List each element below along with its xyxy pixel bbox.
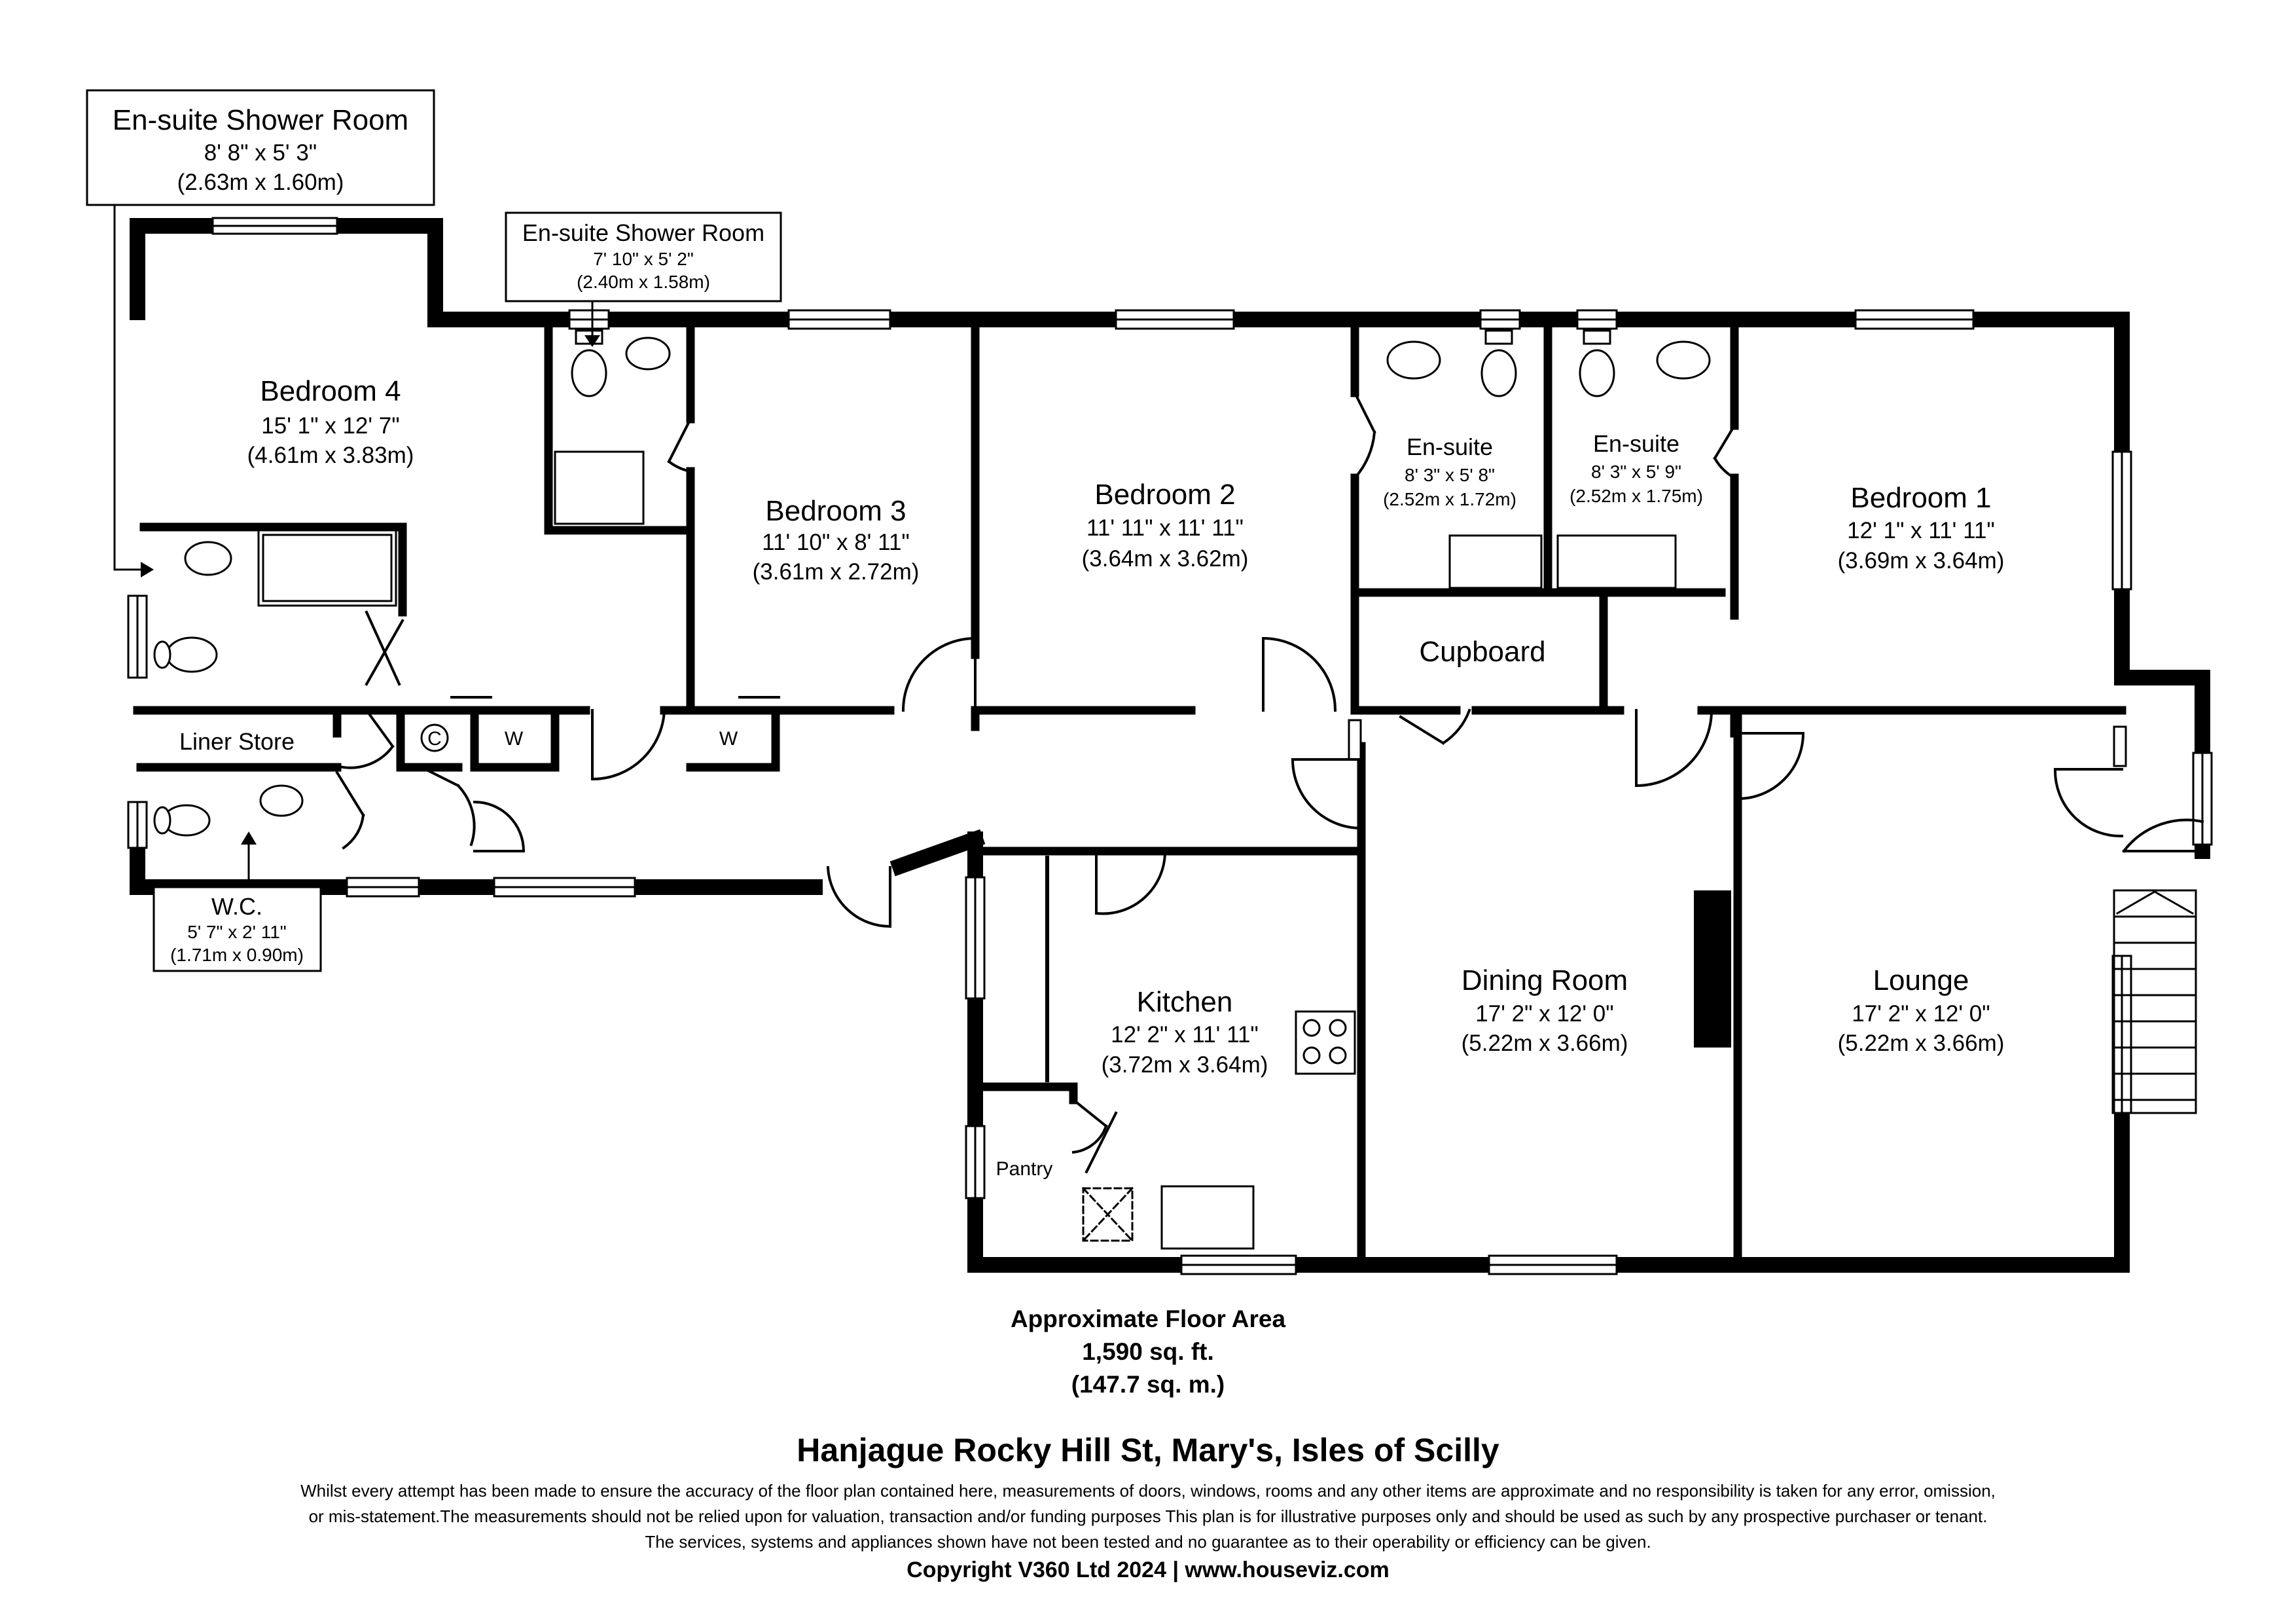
callout-metric-ensuite-shower-2: (2.40m x 1.58m) xyxy=(577,272,710,292)
floor-area-sqft: 1,590 sq. ft. xyxy=(1082,1338,1214,1365)
wardrobe-marker: W xyxy=(504,728,524,750)
arrow-marker xyxy=(141,562,154,577)
room-metric-bedroom-4: (4.61m x 3.83m) xyxy=(247,443,414,468)
interior-walls xyxy=(137,319,2122,1265)
room-metric-ensuite-a: (2.52m x 1.72m) xyxy=(1383,489,1516,509)
room-imperial-ensuite-b: 8' 3" x 5' 9" xyxy=(1591,462,1681,482)
callout-name-wc: W.C. xyxy=(211,893,262,920)
property-address: Hanjague Rocky Hill St, Mary's, Isles of Scilly xyxy=(797,1432,1499,1468)
room-metric-bedroom-3: (3.61m x 2.72m) xyxy=(752,559,920,585)
room-imperial-ensuite-a: 8' 3" x 5' 8" xyxy=(1405,465,1495,485)
wardrobe-marker: W xyxy=(719,728,738,750)
callout-imperial-ensuite-shower-1: 8' 8" x 5' 3" xyxy=(204,140,317,166)
room-name-liner-store: Liner Store xyxy=(179,728,295,755)
room-metric-dining: (5.22m x 3.66m) xyxy=(1461,1030,1628,1056)
exterior-walls xyxy=(137,226,2202,1265)
callout-name-ensuite-shower-2: En-suite Shower Room xyxy=(522,219,765,246)
room-metric-bedroom-1: (3.69m x 3.64m) xyxy=(1837,548,2005,574)
room-name-bedroom-4: Bedroom 4 xyxy=(260,375,401,407)
room-imperial-bedroom-4: 15' 1" x 12' 7" xyxy=(261,413,400,439)
room-name-kitchen: Kitchen xyxy=(1136,986,1233,1018)
room-imperial-lounge: 17' 2" x 12' 0" xyxy=(1852,1001,1990,1027)
room-imperial-kitchen: 12' 2" x 11' 11" xyxy=(1111,1022,1259,1048)
floor-area-sqm: (147.7 sq. m.) xyxy=(1071,1371,1225,1398)
floor-area-label: Approximate Floor Area xyxy=(1010,1305,1286,1332)
disclaimer-line: The services, systems and appliances shown have not been tested and no guarantee as to their operability or efficiency can be given. xyxy=(645,1532,1651,1552)
room-name-cupboard: Cupboard xyxy=(1419,636,1546,668)
room-imperial-bedroom-2: 11' 11" x 11' 11" xyxy=(1086,515,1244,541)
arrow-marker xyxy=(241,831,257,845)
disclaimer-line: or mis-statement.The measurements should not be relied upon for valuation, transaction and/or funding purposes This plan is for illustrative purposes only and should be used as such by any prospective purchaser or tenant. xyxy=(308,1506,1988,1526)
room-name-ensuite-a: En-suite xyxy=(1406,433,1494,460)
room-imperial-bedroom-3: 11' 10" x 8' 11" xyxy=(762,530,910,555)
callout-imperial-wc: 5' 7" x 2' 11" xyxy=(187,922,287,942)
footer xyxy=(0,1303,2296,1585)
callout-imperial-ensuite-shower-2: 7' 10" x 5' 2" xyxy=(593,249,694,269)
callout-metric-ensuite-shower-1: (2.63m x 1.60m) xyxy=(177,170,344,195)
callout-name-ensuite-shower-1: En-suite Shower Room xyxy=(112,104,409,136)
room-metric-ensuite-b: (2.52m x 1.75m) xyxy=(1570,486,1703,506)
room-name-bedroom-1: Bedroom 1 xyxy=(1850,482,1992,514)
room-metric-lounge: (5.22m x 3.66m) xyxy=(1837,1030,2005,1056)
room-imperial-dining: 17' 2" x 12' 0" xyxy=(1475,1001,1614,1027)
chimney-breast xyxy=(1694,890,1731,1048)
cylinder-marker: C xyxy=(427,728,442,750)
room-name-bedroom-3: Bedroom 3 xyxy=(765,495,906,527)
room-name-bedroom-2: Bedroom 2 xyxy=(1094,479,1236,511)
room-name-dining: Dining Room xyxy=(1461,964,1628,996)
room-name-pantry: Pantry xyxy=(996,1158,1053,1180)
room-metric-kitchen: (3.72m x 3.64m) xyxy=(1101,1052,1268,1078)
copyright: Copyright V360 Ltd 2024 | www.houseviz.com xyxy=(906,1558,1390,1582)
room-name-lounge: Lounge xyxy=(1873,964,1969,996)
disclaimer-line: Whilst every attempt has been made to ensure the accuracy of the floor plan contained here, measurements of doors, windows, rooms and any other items are approximate and no responsibility is taken for any error, omission, xyxy=(300,1481,1996,1501)
room-name-ensuite-b: En-suite xyxy=(1592,430,1680,457)
callout-metric-wc: (1.71m x 0.90m) xyxy=(170,945,304,965)
room-imperial-bedroom-1: 12' 1" x 11' 11" xyxy=(1847,518,1995,543)
room-metric-bedroom-2: (3.64m x 3.62m) xyxy=(1081,546,1249,572)
